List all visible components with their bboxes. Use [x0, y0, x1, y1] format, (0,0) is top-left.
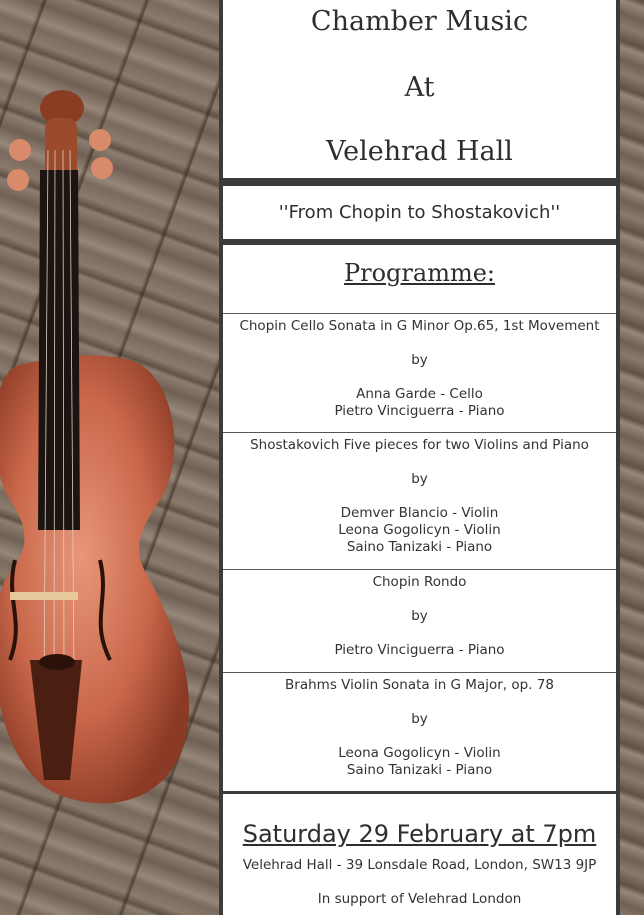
- performer: Pietro Vinciguerra - Piano: [334, 403, 505, 419]
- programme-work: Chopin Cello Sonata in G Minor Op.65, 1st Movement: [239, 318, 600, 334]
- divider: [223, 313, 616, 314]
- divider: [223, 432, 616, 433]
- event-date: Saturday 29 February at 7pm: [242, 820, 597, 848]
- venue-address: Velehrad Hall - 39 Lonsdale Road, London, SW13 9JP: [242, 857, 597, 873]
- performer: Leona Gogolicyn - Violin: [338, 522, 501, 538]
- programme-work: Chopin Rondo: [372, 574, 467, 590]
- performer: Leona Gogolicyn - Violin: [338, 745, 501, 761]
- programme-panel: [219, 0, 620, 915]
- programme-by: by: [411, 471, 428, 487]
- performer: Saino Tanizaki - Piano: [346, 762, 493, 778]
- programme-work: Brahms Violin Sonata in G Major, op. 78: [285, 677, 554, 693]
- violin-image: [0, 80, 219, 840]
- wood-background-right: [620, 0, 644, 915]
- performer: Anna Garde - Cello: [356, 386, 483, 402]
- programme-by: by: [411, 352, 428, 368]
- support-note: In support of Velehrad London: [317, 891, 522, 907]
- title-line-1: Chamber Music: [310, 6, 529, 37]
- programme-by: by: [411, 608, 428, 624]
- title-line-2: At: [404, 72, 435, 103]
- programme-heading: Programme:: [343, 259, 496, 287]
- programme-box: [223, 245, 616, 791]
- title-box: [223, 0, 616, 178]
- divider: [223, 672, 616, 673]
- performer: Demver Blancio - Violin: [340, 505, 499, 521]
- subtitle-box: [223, 186, 616, 239]
- programme-by: by: [411, 711, 428, 727]
- footer-box: [223, 794, 616, 915]
- performer: Pietro Vinciguerra - Piano: [334, 642, 505, 658]
- performer: Saino Tanizaki - Piano: [346, 539, 493, 555]
- programme-work: Shostakovich Five pieces for two Violins and Piano: [250, 437, 589, 453]
- divider: [223, 569, 616, 570]
- subtitle: ''From Chopin to Shostakovich'': [278, 202, 561, 223]
- title-line-3: Velehrad Hall: [326, 136, 513, 167]
